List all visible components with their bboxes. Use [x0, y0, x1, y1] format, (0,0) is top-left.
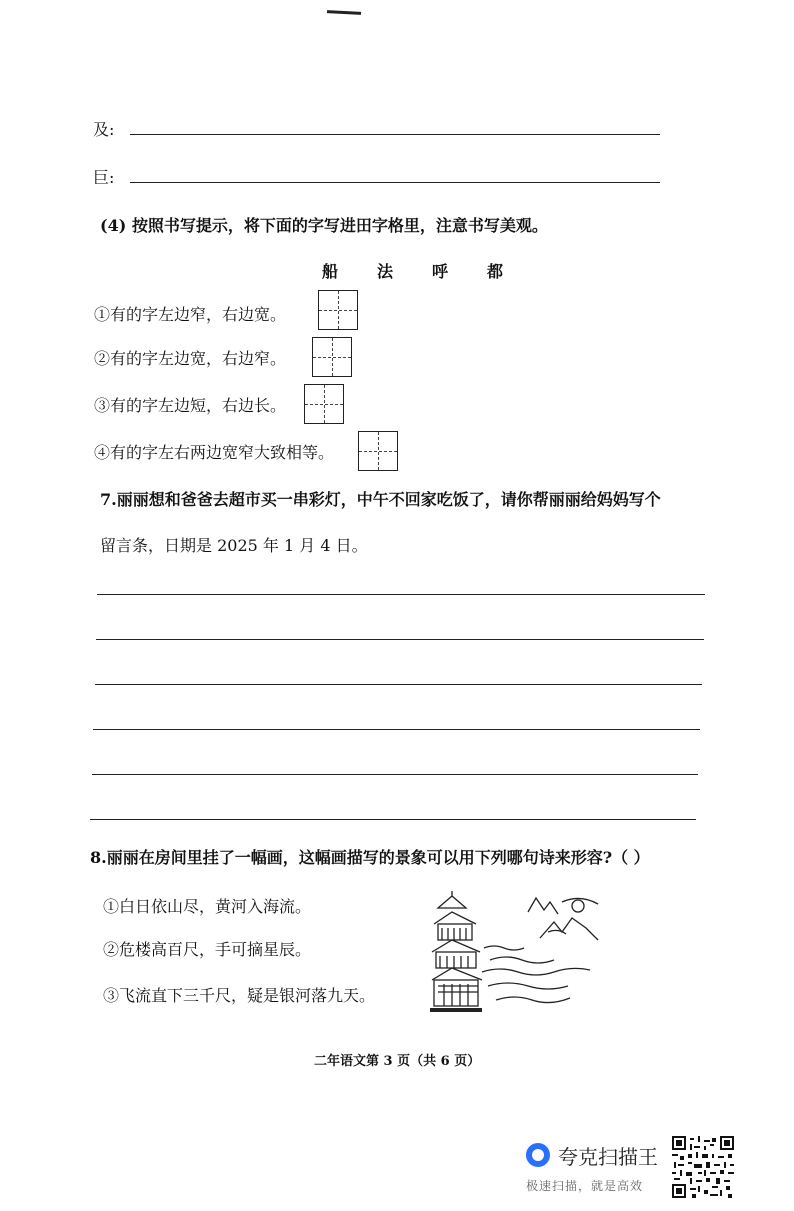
mountain-icon	[528, 898, 558, 914]
q7-answer-line[interactable]	[92, 774, 698, 775]
pavilion-roof-top	[438, 896, 466, 908]
quark-logo-icon	[526, 1143, 550, 1167]
q7-text-line1: 7.丽丽想和爸爸去超市买一串彩灯，中午不回家吃饭了，请你帮丽丽给妈妈写个	[100, 490, 661, 509]
tianzige-box-1[interactable]	[318, 290, 358, 330]
q8-option-1: ①白日依山尽，黄河入海流。	[103, 897, 312, 916]
scanner-watermark	[520, 1135, 670, 1197]
q7-answer-line[interactable]	[93, 729, 700, 730]
answer-line-ju[interactable]	[130, 182, 660, 183]
q7-answer-line[interactable]	[90, 819, 696, 820]
q4-item-2: ②有的字左边宽，右边窄。	[94, 349, 287, 368]
q7-answer-line[interactable]	[96, 639, 704, 640]
q8-option-2: ②危楼高百尺，手可摘星辰。	[103, 940, 312, 959]
q7-text-line2: 留言条，日期是 2025 年 1 月 4 日。	[100, 536, 368, 555]
q4-item-4: ④有的字左右两边宽窄大致相等。	[94, 443, 335, 462]
pavilion-landscape-illustration	[430, 888, 605, 1013]
label-ju: 巨:	[93, 168, 115, 187]
char-4: 都	[487, 262, 504, 281]
q4-item-3: ③有的字左边短，右边长。	[94, 396, 287, 415]
page-number-footer: 二年语文第 3 页（共 6 页）	[314, 1054, 481, 1069]
scan-mark	[327, 10, 361, 15]
label-ji: 及:	[93, 120, 115, 139]
char-2: 法	[377, 262, 394, 281]
q4-instruction: (4) 按照书写提示，将下面的字写进田字格里，注意书写美观。	[100, 216, 548, 235]
brand-slogan: 极速扫描，就是高效	[526, 1179, 644, 1193]
q8-question: 8.丽丽在房间里挂了一幅画，这幅画描写的景象可以用下列哪句诗来形容?（ ）	[90, 848, 650, 867]
q7-answer-line[interactable]	[97, 594, 705, 595]
q7-answer-line[interactable]	[95, 684, 702, 685]
qr-code-icon	[672, 1136, 734, 1198]
answer-line-ji[interactable]	[130, 134, 660, 135]
q8-option-3: ③飞流直下三千尺，疑是银河落九天。	[103, 986, 376, 1005]
brand-name: 夸克扫描王	[558, 1145, 658, 1169]
tianzige-box-3[interactable]	[304, 384, 344, 424]
tianzige-box-2[interactable]	[312, 337, 352, 377]
moon-icon	[572, 900, 584, 912]
char-3: 呼	[432, 262, 449, 281]
tianzige-box-4[interactable]	[358, 431, 398, 471]
q4-character-list	[322, 262, 542, 282]
q4-item-1: ①有的字左边窄，右边宽。	[94, 305, 287, 324]
char-1: 船	[322, 262, 339, 281]
